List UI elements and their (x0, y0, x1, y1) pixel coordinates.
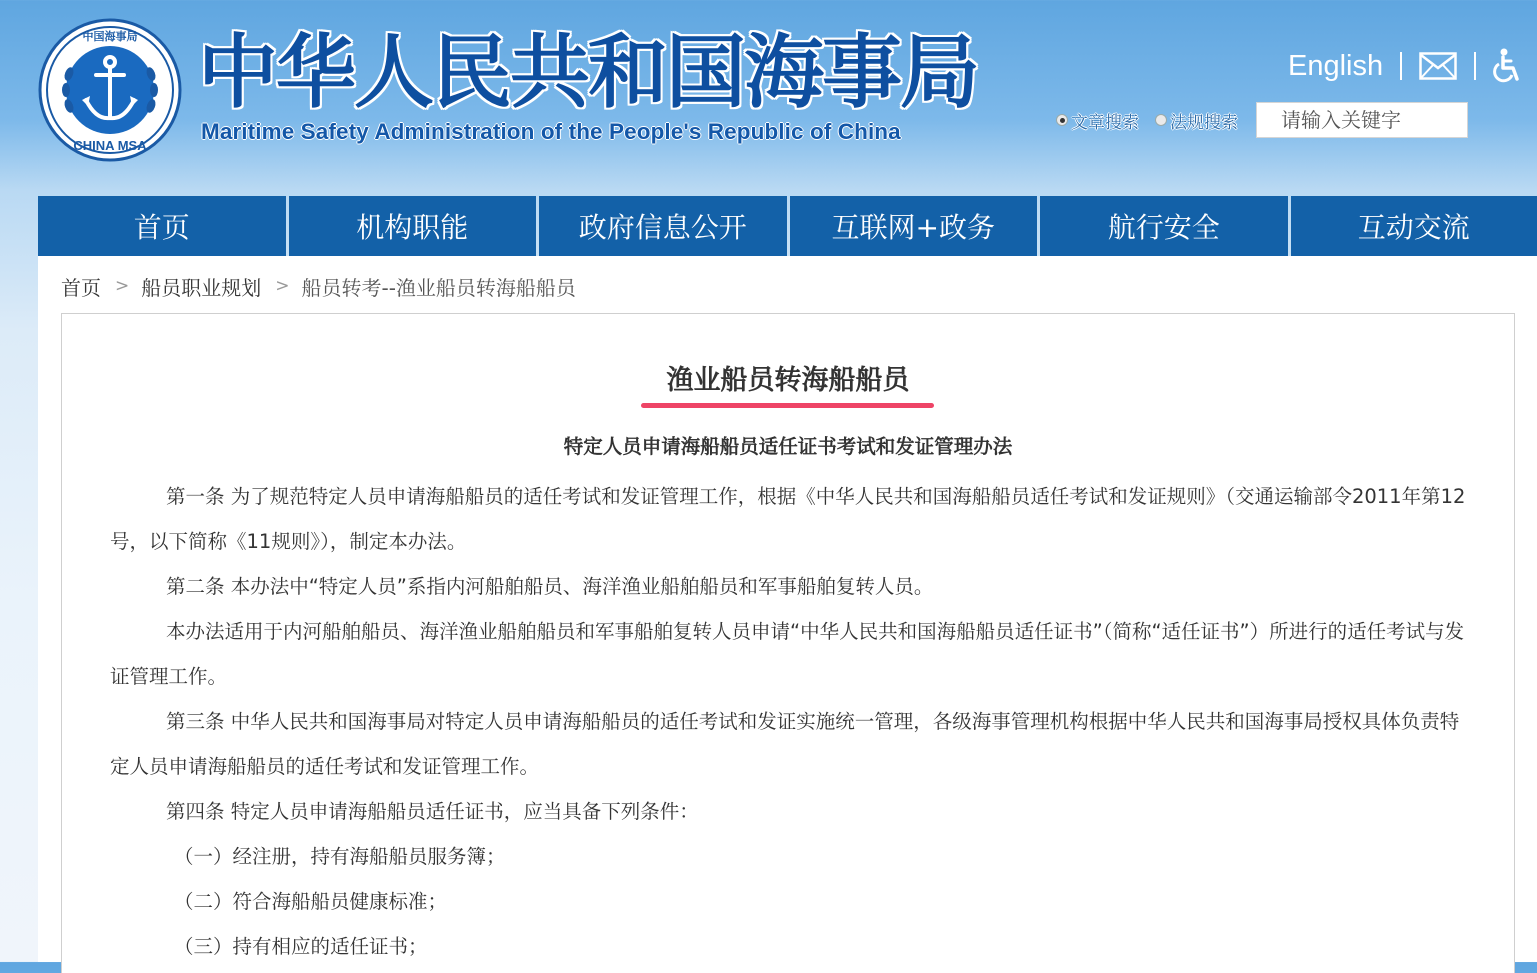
article-body (110, 474, 1470, 969)
accessibility-icon[interactable] (1493, 48, 1523, 84)
top-links (1288, 46, 1523, 86)
list-item: （三）持有相应的适任证书； (110, 924, 1470, 969)
search-area (1056, 101, 1468, 139)
breadcrumb-separator: > (115, 276, 129, 296)
nav-item-home[interactable]: 首页 (38, 196, 286, 256)
breadcrumb-separator: > (275, 276, 289, 296)
radio-button[interactable] (1155, 114, 1167, 126)
logo-top-text: 中国海事局 (83, 29, 138, 43)
main-content (38, 256, 1537, 962)
breadcrumb-current: 船员转考--渔业船员转海船船员 (302, 272, 576, 301)
article-title: 渔业船员转海船船员 (62, 358, 1514, 397)
nav-item-internet-gov[interactable]: 互联网+政务 (790, 196, 1038, 256)
breadcrumb-career-planning[interactable]: 船员职业规划 (141, 272, 261, 301)
radio-label: 文章搜索 (1071, 108, 1139, 133)
divider (1474, 52, 1476, 80)
paragraph: 第二条 本办法中“特定人员”系指内河船舶船员、海洋渔业船舶船员和军事船舶复转人员。 (110, 564, 1470, 609)
breadcrumb (61, 270, 576, 302)
list-item: （一）经注册，持有海船船员服务簿； (110, 834, 1470, 879)
nav-item-functions[interactable]: 机构职能 (289, 196, 537, 256)
site-title-cn: 中华人民共和国海事局 (198, 28, 978, 118)
breadcrumb-home[interactable]: 首页 (61, 272, 101, 301)
mail-icon[interactable] (1419, 52, 1457, 80)
radio-label: 法规搜索 (1170, 108, 1238, 133)
title-underline (641, 403, 934, 408)
nav-item-navigation-safety[interactable]: 航行安全 (1040, 196, 1288, 256)
logo-bottom-text: CHINA MSA (73, 138, 147, 153)
paragraph: 第三条 中华人民共和国海事局对特定人员申请海船船员的适任考试和发证实施统一管理，各级海事管理机构根据中华人民共和国海事局授权具体负责特定人员申请海船船员的适任考试和发证管理工作。 (110, 699, 1470, 789)
paragraph: 第四条 特定人员申请海船船员适任证书，应当具备下列条件： (110, 789, 1470, 834)
msa-logo[interactable] (38, 18, 182, 162)
article-container (61, 313, 1515, 973)
site-title-en: Maritime Safety Administration of the People's Republic of China (201, 119, 901, 145)
radio-law-search[interactable] (1155, 108, 1238, 133)
english-link[interactable]: English (1288, 50, 1383, 83)
list-item: （二）符合海船船员健康标准； (110, 879, 1470, 924)
search-input[interactable] (1256, 102, 1468, 138)
paragraph: 第一条 为了规范特定人员申请海船船员的适任考试和发证管理工作，根据《中华人民共和国海船船员适任考试和发证规则》（交通运输部令2011年第12号，以下简称《11规则》），制定本办法。 (110, 474, 1470, 564)
article-subtitle: 特定人员申请海船船员适任证书考试和发证管理办法 (62, 431, 1514, 459)
radio-article-search[interactable] (1056, 108, 1139, 133)
nav-item-gov-info[interactable]: 政府信息公开 (539, 196, 787, 256)
paragraph: 本办法适用于内河船舶船员、海洋渔业船舶船员和军事船舶复转人员申请“中华人民共和国海船船员适任证书”（简称“适任证书”）所进行的适任考试与发证管理工作。 (110, 609, 1470, 699)
main-nav (38, 196, 1537, 256)
divider (1400, 52, 1402, 80)
site-header (0, 0, 1537, 196)
radio-button-selected[interactable] (1056, 114, 1068, 126)
nav-item-interaction[interactable]: 互动交流 (1291, 196, 1537, 256)
